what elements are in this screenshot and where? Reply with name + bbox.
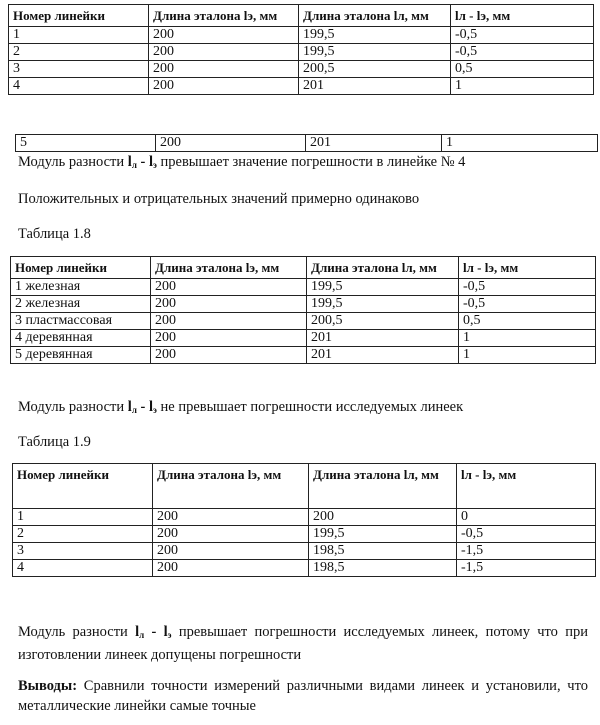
cell: 0,5 [459,313,596,330]
cell: 200 [151,330,307,347]
cell: 0,5 [451,61,594,78]
table-row [13,543,596,560]
table-row [9,61,594,78]
text-prefix: Модуль разности [18,399,128,415]
cell: -1,5 [457,543,596,560]
header-ruler-length: Длина эталона lл, мм [299,5,451,27]
cell: 200 [151,313,307,330]
header-difference: lл - lэ, мм [459,257,596,279]
cell: 201 [307,347,459,364]
table-header-row [9,5,594,27]
cell: -0,5 [457,526,596,543]
cell: 200 [153,526,309,543]
formula: $l_л - l_э$ [127,399,157,415]
cell: 200 [149,27,299,44]
table-row [11,296,596,313]
cell: 200 [149,61,299,78]
cell: -0,5 [451,44,594,61]
cell: 200 [151,279,307,296]
cell: 1 [442,135,598,152]
cell: 2 [13,526,153,543]
cell: 201 [306,135,442,152]
table-1-9-body [13,509,596,577]
cell: 200 [151,296,307,313]
cell: 200 [309,509,457,526]
cell: 3 [9,61,149,78]
table-row [9,78,594,95]
table-row [11,313,596,330]
header-ruler-number: Номер линейки [9,5,149,27]
cell: 1 железная [11,279,151,296]
conclusions-label: Выводы: [18,678,78,694]
cell: 200 [153,543,309,560]
cell: 3 пластмассовая [11,313,151,330]
header-difference: lл - lэ, мм [451,5,594,27]
cell: 199,5 [307,296,459,313]
table-row [16,135,598,152]
header-ruler-length: Длина эталона lл, мм [309,464,457,509]
cell: 199,5 [299,27,451,44]
cell: 200 [153,509,309,526]
cell: 1 [459,347,596,364]
cell: 1 [459,330,596,347]
header-standard-length: Длина эталона lэ, мм [153,464,309,509]
cell: -1,5 [457,560,596,577]
table-header-row [13,464,596,509]
cell: 5 [16,135,156,152]
text-prefix: Модуль разности [18,624,136,640]
cell: 1 [9,27,149,44]
header-difference: lл - lэ, мм [457,464,596,509]
conclusion-text-3 [18,622,588,665]
cell: 200 [156,135,306,152]
conclusion-text-1 [18,154,465,171]
header-standard-length: Длина эталона lэ, мм [151,257,307,279]
cell: 201 [299,78,451,95]
cell: 199,5 [309,526,457,543]
cell: 199,5 [307,279,459,296]
cell: 1 [13,509,153,526]
table-row [11,347,596,364]
cell: 4 деревянная [11,330,151,347]
cell: 3 [13,543,153,560]
cell: 201 [307,330,459,347]
cell: 200 [153,560,309,577]
conclusions-paragraph [18,676,588,716]
table-1 [8,4,594,95]
table-1-extra [15,134,598,152]
cell: 1 [451,78,594,95]
caption-table-1-9: Таблица 1.9 [18,434,91,450]
table-header-row [11,257,596,279]
conclusions-text: Сравнили точности измерений различными видами линеек и установили, что металлические линейки самые точные [18,678,588,714]
cell: -0,5 [451,27,594,44]
table-row [11,279,596,296]
cell: 200 [151,347,307,364]
table-row [13,509,596,526]
table-1-9 [12,463,596,577]
cell: 0 [457,509,596,526]
cell: 200,5 [307,313,459,330]
observation-text: Положительных и отрицательных значений примерно одинаково [18,191,420,207]
formula: $l_л - l_э$ [135,624,172,640]
table-row [13,526,596,543]
header-standard-length: Длина эталона lэ, мм [149,5,299,27]
cell: -0,5 [459,296,596,313]
cell: 2 железная [11,296,151,313]
table-1-body [9,27,594,95]
header-ruler-number: Номер линейки [11,257,151,279]
cell: 198,5 [309,560,457,577]
table-1-8-body [11,279,596,364]
table-row [11,330,596,347]
cell: 4 [9,78,149,95]
caption-table-1-8: Таблица 1.8 [18,226,91,242]
cell: 198,5 [309,543,457,560]
text-prefix: Модуль разности [18,154,128,170]
cell: 2 [9,44,149,61]
formula: $l_л - l_э$ [127,154,157,170]
cell: 200 [149,44,299,61]
text-body: превышает погрешности исследуемых линеек, потому что при изготовлении линеек допущены погрешности [18,624,588,663]
table-row [13,560,596,577]
cell: 199,5 [299,44,451,61]
text-body: превышает значение погрешности в линейке № 4 [156,154,466,170]
conclusion-text-2 [18,399,463,416]
text-body: не превышает погрешности исследуемых линеек [156,399,464,415]
cell: 5 деревянная [11,347,151,364]
cell: 200,5 [299,61,451,78]
header-ruler-length: Длина эталона lл, мм [307,257,459,279]
table-row [9,27,594,44]
cell: -0,5 [459,279,596,296]
table-row [9,44,594,61]
table-1-8 [10,256,596,364]
cell: 4 [13,560,153,577]
cell: 200 [149,78,299,95]
header-ruler-number: Номер линейки [13,464,153,509]
